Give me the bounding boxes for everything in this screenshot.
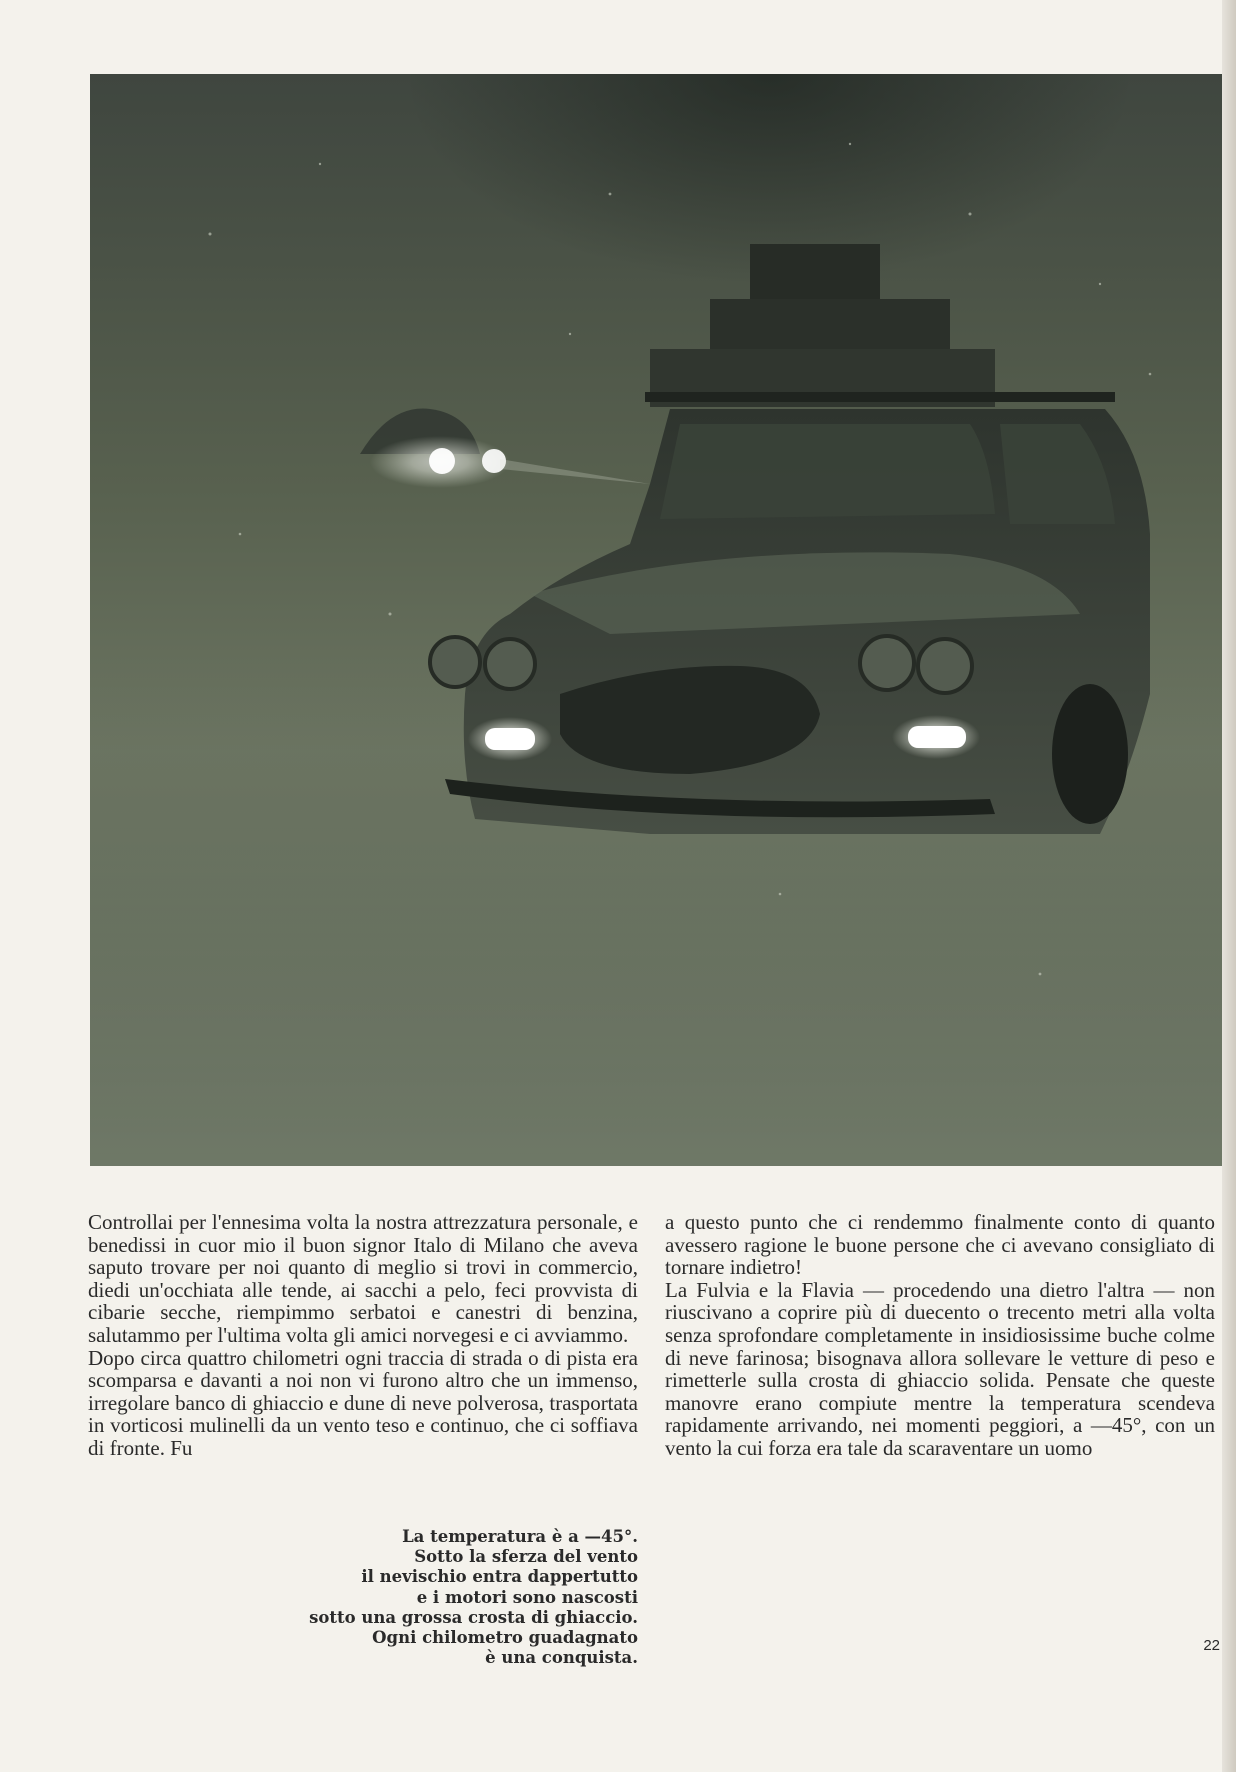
page-edge [1222, 0, 1236, 1772]
paragraph: a questo punto che ci rendemmo finalmente conto di quanto avessero ragione le buone persone che ci avevano consigliato di tornare indietro! [665, 1210, 1215, 1280]
paragraph: Controllai per l'ennesima volta la nostra attrezzatura personale, e benedissi in cuor mio il buon signor Italo di Milano che aveva saputo trovare per noi quanto di meglio si trovi in commercio, diedi un'occhiata alle tende, ai sacchi a pelo, feci provvista di cibarie secche, riempimmo serbatoi e canestri di benzina, salutammo per l'ultima volta gli amici norvegesi e ci avviammo. [88, 1210, 638, 1347]
roof-luggage [645, 244, 1115, 407]
caption-line: è una conquista. [485, 1648, 638, 1668]
paragraph: La Fulvia e la Flavia — procedendo una dietro l'altra — non riuscivano a coprire più di duecento o trecento metri alla volta senza sprofondare completamente in insidiosissime buche colme di neve farinosa; bisognava allora sollevare le vetture di peso e rimetterle sulla crosta di ghiaccio solida. Pensate che queste manovre erano compiute mentre la temperatura scendeva rapidamente arrivando, nei momenti peggiori, a —45°, con un vento la cui forza era tale da scaraventare un uomo [665, 1277, 1215, 1460]
caption-line: il nevischio entra dappertutto [361, 1567, 638, 1587]
caption-line: sotto una grossa crosta di ghiaccio. [309, 1607, 638, 1627]
article-body [88, 1211, 1222, 1501]
page-number: 22 [1203, 1637, 1220, 1654]
caption-line: Sotto la sferza del vento [414, 1547, 638, 1567]
distant-car [360, 409, 650, 488]
paragraph: Dopo circa quattro chilometri ogni traccia di strada o di pista era scomparsa e davanti a noi non vi furono altro che un immenso, irregolare banco di ghiaccio e dune di neve polverosa, trasportata in vorticosi mulinelli da un vento teso e continuo, che ci soffiava di fronte. Fu [88, 1345, 638, 1460]
caption-line: Ogni chilometro guadagnato [372, 1628, 638, 1648]
photo-illustration [90, 74, 1222, 1166]
caption-line: e i motori sono nascosti [416, 1587, 638, 1607]
car-in-snowstorm-photo [90, 74, 1222, 1166]
left-column [88, 1211, 638, 1460]
caption-line: La temperatura è a —45°. [402, 1527, 638, 1546]
right-column [665, 1211, 1215, 1460]
photo-caption [260, 1527, 638, 1668]
